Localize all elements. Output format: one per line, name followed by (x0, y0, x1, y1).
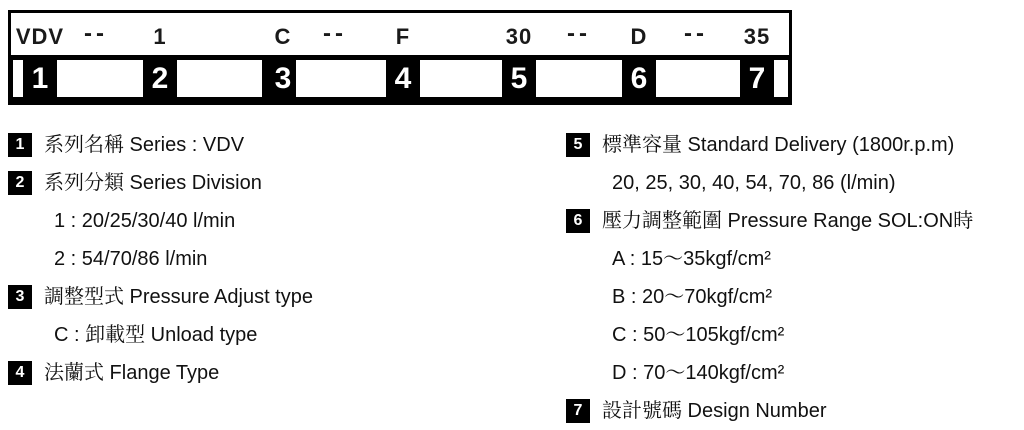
position-number-4: 4 (394, 62, 412, 95)
legend-title: 調整型式 Pressure Adjust type (44, 286, 313, 308)
position-number-7: 7 (748, 62, 766, 95)
position-number-1: 1 (31, 62, 49, 95)
code-segment-flange: F (395, 24, 411, 49)
legend-option: 20, 25, 30, 40, 54, 70, 86 (l/min) (612, 172, 896, 194)
code-segment-adjust: C (274, 24, 292, 49)
legend-title: 系列名稱 Series : VDV (44, 134, 245, 156)
legend-item-series-division (8, 164, 528, 278)
strip-window (296, 60, 386, 97)
legend-title: 系列分類 Series Division (44, 172, 262, 194)
item-number-badge-6: 6 (566, 209, 590, 233)
legend-title: 設計號碼 Design Number (602, 400, 827, 422)
item-number-badge-2: 2 (8, 171, 32, 195)
model-code-row (11, 13, 789, 56)
strip-window (420, 60, 502, 97)
item-number-badge-3: 3 (8, 285, 32, 309)
legend-item-series (8, 126, 528, 164)
legend-right-column (566, 126, 1022, 430)
code-separator: -- (567, 20, 591, 47)
item-number-badge-5: 5 (566, 133, 590, 157)
item-number-badge-4: 4 (8, 361, 32, 385)
legend-item-flange-type (8, 354, 528, 392)
strip-window (774, 60, 788, 97)
code-segment-pressure: D (630, 24, 648, 49)
legend-item-standard-delivery (566, 126, 1022, 202)
legend-title: 法蘭式 Flange Type (44, 362, 220, 384)
code-separator: -- (84, 20, 108, 47)
strip-window (177, 60, 262, 97)
position-number-strip (11, 56, 789, 102)
item-number-badge-7: 7 (566, 399, 590, 423)
strip-window (57, 60, 143, 97)
position-number-3: 3 (274, 62, 292, 95)
model-code-table (8, 10, 792, 105)
position-number-5: 5 (510, 62, 528, 95)
legend-title: 壓力調整範圍 Pressure Range SOL:ON時 (602, 210, 974, 232)
position-number-6: 6 (630, 62, 648, 95)
legend-title: 標準容量 Standard Delivery (1800r.p.m) (602, 134, 955, 156)
code-separator: -- (684, 20, 708, 47)
legend-option: C : 50～105kgf/cm² (612, 324, 785, 346)
strip-window (13, 60, 23, 97)
legend-left-column (8, 126, 528, 392)
strip-window (536, 60, 622, 97)
legend-option: C : 卸載型 Unload type (54, 324, 258, 346)
code-segment-division: 1 (153, 24, 167, 49)
legend-option: A : 15～35kgf/cm² (612, 248, 771, 270)
code-segment-series: VDV (15, 24, 65, 49)
legend-option: 1 : 20/25/30/40 l/min (54, 210, 236, 232)
code-segment-delivery: 30 (505, 24, 533, 49)
code-separator: -- (323, 20, 347, 47)
strip-window (656, 60, 740, 97)
legend-item-pressure-adjust-type (8, 278, 528, 354)
legend-option: D : 70～140kgf/cm² (612, 362, 785, 384)
legend-option: B : 20～70kgf/cm² (612, 286, 773, 308)
item-number-badge-1: 1 (8, 133, 32, 157)
legend-option: 2 : 54/70/86 l/min (54, 248, 208, 270)
position-number-2: 2 (151, 62, 169, 95)
legend-item-pressure-range (566, 202, 1022, 392)
code-segment-design: 35 (743, 24, 771, 49)
legend-item-design-number (566, 392, 1022, 430)
